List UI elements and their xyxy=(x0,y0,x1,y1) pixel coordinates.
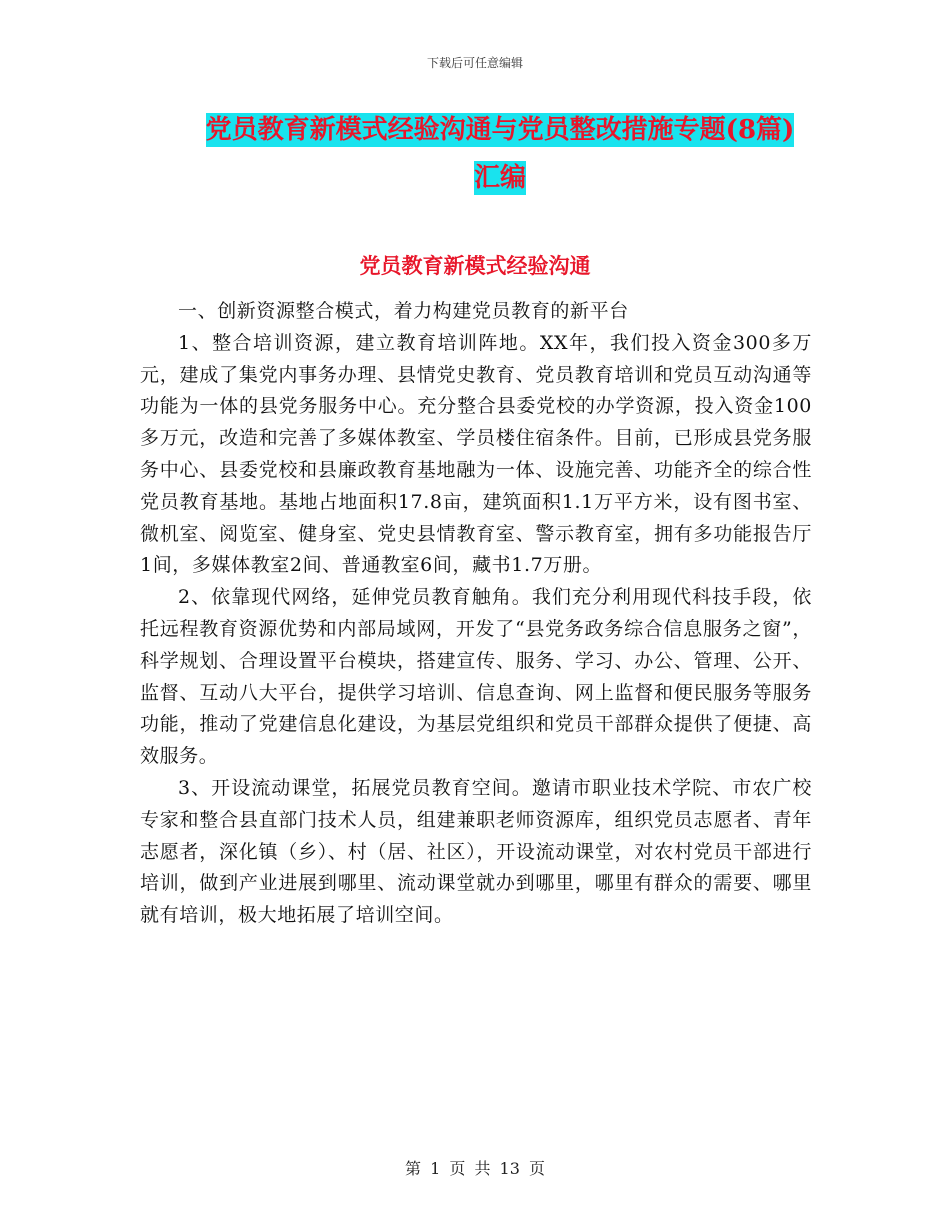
paragraph-3: 3、开设流动课堂，拓展党员教育空间。邀请市职业技术学院、市农广校专家和整合县直部门技术人员，组建兼职老师资源库，组织党员志愿者、青年志愿者，深化镇（乡）、村（居、社区），开设流动课堂，对农村党员干部进行培训，做到产业进展到哪里、流动课堂就办到哪里，哪里有群众的需要、哪里就有培训，极大地拓展了培训空间。 xyxy=(140,776,812,927)
paragraph-heading-1: 一、创新资源整合模式，着力构建党员教育的新平台 xyxy=(178,300,629,322)
page-number-footer: 第 1 页 共 13 页 xyxy=(405,1159,545,1178)
document-title-line-2: 汇编 xyxy=(473,163,526,193)
body-text xyxy=(140,296,812,932)
header-note: 下载后可任意编辑 xyxy=(426,56,523,70)
document-title xyxy=(150,106,850,202)
section-title: 党员教育新模式经验沟通 xyxy=(359,253,591,278)
document-title-line-1: 党员教育新模式经验沟通与党员整改措施专题(8篇) xyxy=(205,115,795,145)
paragraph-2: 2、依靠现代网络，延伸党员教育触角。我们充分利用现代科技手段，依托远程教育资源优势和内部局域网，开发了“县党务政务综合信息服务之窗”，科学规划、合理设置平台模块，搭建宣传、服务、学习、办公、管理、公开、监督、互动八大平台，提供学习培训、信息查询、网上监督和便民服务等服务功能，推动了党建信息化建设，为基层党组织和党员干部群众提供了便捷、高效服务。 xyxy=(140,586,812,768)
paragraph-1: 1、整合培训资源，建立教育培训阵地。XX年，我们投入资金300多万元，建成了集党内事务办理、县情党史教育、党员教育培训和党员互动沟通等功能为一体的县党务服务中心。充分整合县委党校的办学资源，投入资金100多万元，改造和完善了多媒体教室、学员楼住宿条件。目前，已形成县党务服务中心、县委党校和县廉政教育基地融为一体、设施完善、功能齐全的综合性党员教育基地。基地占地面积17.8亩，建筑面积1.1万平方米，设有图书室、微机室、阅览室、健身室、党史县情教育室、警示教育室，拥有多功能报告厅1间，多媒体教室2间、普通教室6间，藏书1.7万册。 xyxy=(140,331,812,577)
